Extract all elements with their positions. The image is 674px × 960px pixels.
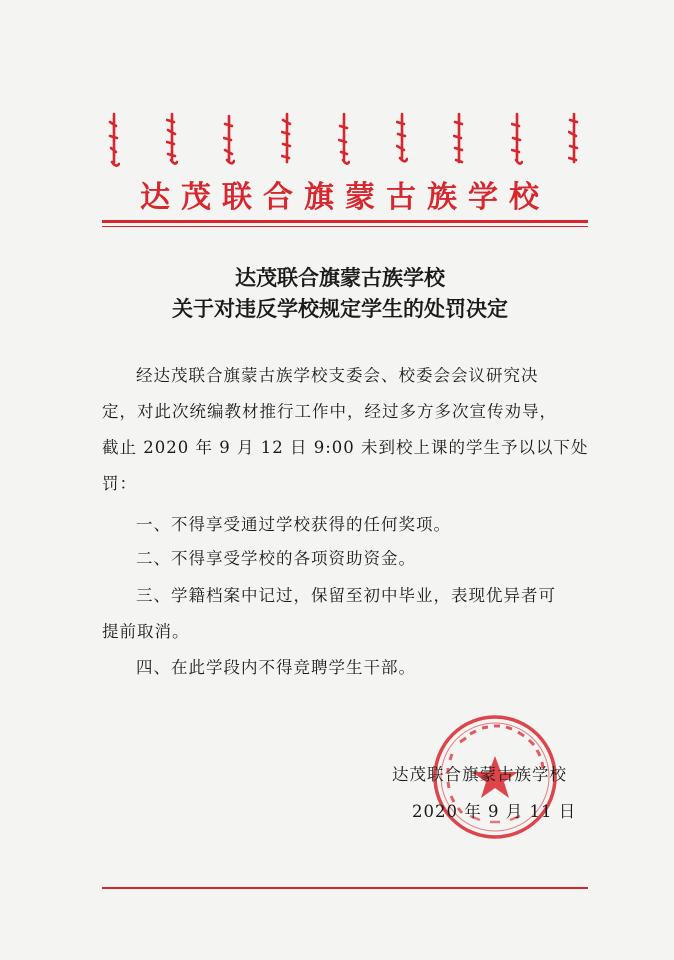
mongolian-word-3 [223,112,233,166]
penalty-item-3-continued: 提前取消。 [102,622,190,641]
mongolian-word-8 [511,112,521,166]
penalty-item-2: 二、不得享受学校的各项资助资金。 [136,549,416,568]
mongolian-word-6 [396,112,406,166]
intro-line-4: 罚： [102,474,137,493]
intro-line-2: 定，对此次统编教材推行工作中，经过多方多次宣传劝导， [102,402,557,421]
mongolian-word-5 [338,112,348,166]
penalty-item-1: 一、不得享受通过学校获得的任何奖项。 [136,515,451,534]
document-title-line-1: 达茂联合旗蒙古族学校 [235,266,445,290]
penalty-item-3: 三、学籍档案中记过，保留至初中毕业，表现优异者可 [136,586,556,605]
mongolian-word-2 [166,112,176,166]
letterhead-school-name: 达茂联合旗蒙古族学校 [140,180,550,215]
intro-line-1: 经达茂联合旗蒙古族学校支委会、校委会会议研究决 [136,366,539,385]
document-title-line-2: 关于对违反学校规定学生的处罚决定 [172,297,508,321]
mongolian-word-7 [453,112,463,166]
letterhead-divider-thin [102,226,588,227]
mongolian-word-1 [108,112,118,166]
intro-line-3: 截止 2020 年 9 月 12 日 9:00 未到校上课的学生予以以下处 [102,438,589,457]
mongolian-word-4 [281,112,291,166]
signature-organization: 达茂联合旗蒙古族学校 [392,765,567,784]
penalty-item-4: 四、在此学段内不得竞聘学生干部。 [136,658,416,677]
letterhead-mongolian [108,112,578,172]
signature-date: 2020 年 9 月 11 日 [412,802,577,821]
mongolian-word-9 [568,112,578,166]
footer-divider [102,887,588,889]
letterhead-divider [102,220,588,223]
